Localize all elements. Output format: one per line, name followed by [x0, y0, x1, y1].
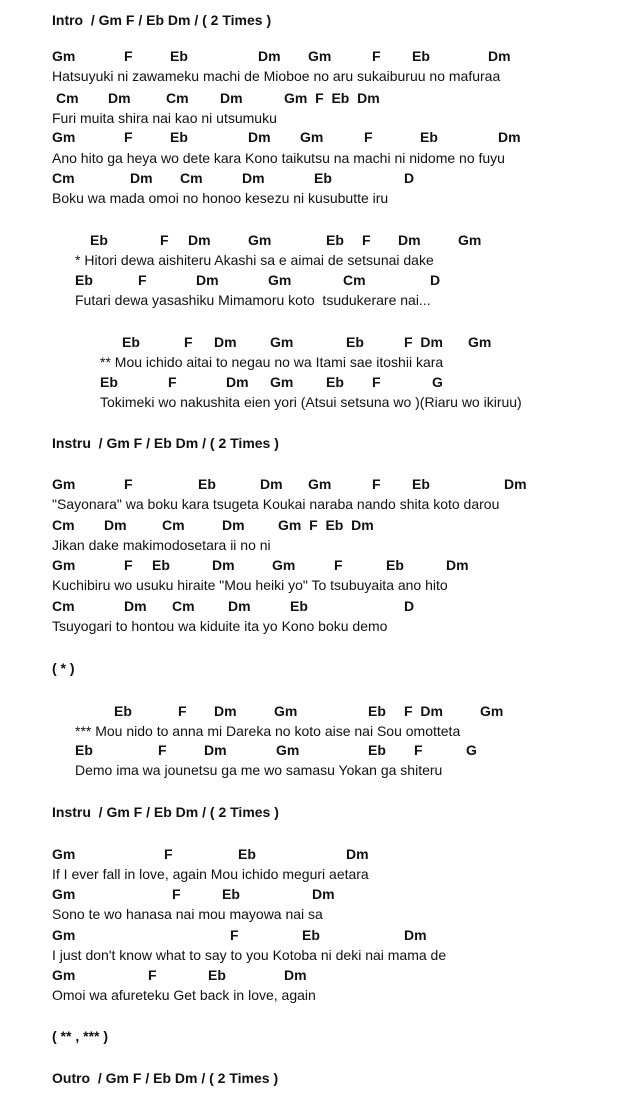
chord: Eb: [314, 170, 332, 186]
chord: Gm: [52, 967, 76, 983]
chord: Dm: [284, 967, 307, 983]
chord: Dm: [398, 232, 421, 248]
chord: Dm: [212, 557, 235, 573]
chord: G: [466, 742, 477, 758]
chord: F: [168, 374, 177, 390]
chord: Cm: [172, 598, 195, 614]
lyric-line: Tsuyogari to hontou wa kiduite ita yo Kono boku demo: [52, 618, 388, 634]
chord: Gm: [458, 232, 482, 248]
chord: Gm: [300, 129, 324, 145]
chord: Eb: [114, 703, 132, 719]
chord: F: [362, 232, 371, 248]
chorus-1-line: * Hitori dewa aishiteru Akashi sa e aimai de setsunai dake: [75, 252, 434, 268]
outro-header: Outro / Gm F / Eb Dm / ( 2 Times ): [52, 1070, 279, 1086]
chord: Dm: [504, 476, 527, 492]
chord: Eb: [208, 967, 226, 983]
chorus-3-line: *** Mou nido to anna mi Dareka no koto aise nai Sou omotteta: [75, 723, 461, 739]
chord: Eb: [326, 374, 344, 390]
chord: Gm: [268, 272, 292, 288]
chord: Cm: [180, 170, 203, 186]
chord: Dm: [228, 598, 251, 614]
chord: F: [124, 557, 133, 573]
chord: Dm: [226, 374, 249, 390]
chord: Dm: [108, 90, 131, 106]
chord: F: [164, 846, 173, 862]
lyric-line: Sono te wo hanasa nai mou mayowa nai sa: [52, 906, 323, 922]
lyric-line: I just don't know what to say to you Kotoba ni deki nai mama de: [52, 947, 447, 963]
chord: Eb: [222, 886, 240, 902]
chord: Dm: [346, 846, 369, 862]
chord: Dm: [104, 517, 127, 533]
lyric-line: Kuchibiru wo usuku hiraite "Mou heiki yo" To tsubuyaita ano hito: [52, 577, 448, 593]
chord: D: [430, 272, 441, 288]
chord: Dm: [404, 927, 427, 943]
instrumental-header: Instru / Gm F / Eb Dm / ( 2 Times ): [52, 435, 279, 451]
chord: Eb: [290, 598, 308, 614]
chord: Gm: [248, 232, 272, 248]
chord: Gm: [272, 557, 296, 573]
chord: Dm: [188, 232, 211, 248]
chord: Eb: [170, 48, 188, 64]
chord: F: [372, 476, 381, 492]
chord: Gm: [52, 48, 76, 64]
chord: F: [138, 272, 147, 288]
chord: Eb: [386, 557, 404, 573]
chord: Gm: [52, 476, 76, 492]
chord: Dm: [124, 598, 147, 614]
chord: F: [172, 886, 181, 902]
chord: Gm: [308, 476, 332, 492]
lyric-line: If I ever fall in love, again Mou ichido meguri aetara: [52, 866, 369, 882]
chord: G: [432, 374, 443, 390]
chorus-3-line: Demo ima wa jounetsu ga me wo samasu Yokan ga shiteru: [75, 762, 443, 778]
lyric-line: Omoi wa afureteku Get back in love, again: [52, 987, 316, 1003]
chord: Eb: [170, 129, 188, 145]
chorus-2-line: Tokimeki wo nakushita eien yori (Atsui setsuna wo )(Riaru wo ikiruu): [100, 394, 522, 410]
lyric-line: Boku wa mada omoi no honoo kesezu ni kusubutte iru: [52, 190, 389, 206]
chord: Gm: [52, 129, 76, 145]
chord: Gm: [274, 703, 298, 719]
chorus-1-line: Futari dewa yasashiku Mimamoru koto tsudukerare nai...: [75, 292, 431, 308]
chord: Eb: [346, 334, 364, 350]
chord: Dm: [260, 476, 283, 492]
chord: Eb: [100, 374, 118, 390]
chord: Eb: [122, 334, 140, 350]
chord: Eb: [412, 476, 430, 492]
chord: Gm F Eb Dm: [284, 90, 380, 106]
chord: Eb: [368, 742, 386, 758]
chorus-2-line: ** Mou ichido aitai to negau no wa Itami sae itoshii kara: [100, 354, 444, 370]
chord: F: [124, 129, 133, 145]
chord: Dm: [312, 886, 335, 902]
chord: Gm: [52, 846, 76, 862]
chord: Gm: [270, 334, 294, 350]
chord: Gm: [480, 703, 504, 719]
lyric-line: Furi muita shira nai kao ni utsumuku: [52, 110, 277, 126]
chord: Eb: [152, 557, 170, 573]
chord: Dm: [214, 334, 237, 350]
chord: Dm: [242, 170, 265, 186]
chord: F: [414, 742, 423, 758]
chorus-reference: ( ** , *** ): [52, 1028, 109, 1044]
chord: Eb: [75, 272, 93, 288]
chord: Cm: [162, 517, 185, 533]
chord: Cm: [56, 90, 79, 106]
chord: Cm: [166, 90, 189, 106]
chord: F: [364, 129, 373, 145]
chord: Gm: [468, 334, 492, 350]
chord: Dm: [222, 517, 245, 533]
chord: F: [372, 374, 381, 390]
chord: Cm: [52, 517, 75, 533]
chorus-reference: ( * ): [52, 660, 75, 676]
chord: Dm: [258, 48, 281, 64]
chord: Eb: [302, 927, 320, 943]
chord: F Dm: [404, 703, 443, 719]
chord: Dm: [214, 703, 237, 719]
chord: Gm: [52, 557, 76, 573]
chord: Dm: [196, 272, 219, 288]
chord: F: [158, 742, 167, 758]
chord: Eb: [75, 742, 93, 758]
chord: Gm F Eb Dm: [278, 517, 374, 533]
chord: F: [230, 927, 239, 943]
chord: Gm: [276, 742, 300, 758]
chord: F: [160, 232, 169, 248]
lyric-line: "Sayonara" wa boku kara tsugeta Koukai naraba nando shita koto darou: [52, 496, 500, 512]
chord: F: [372, 48, 381, 64]
chord: D: [404, 170, 415, 186]
chord: Dm: [488, 48, 511, 64]
chord: Dm: [130, 170, 153, 186]
lyric-line: Jikan dake makimodosetara ii no ni: [52, 537, 271, 553]
chord: Eb: [198, 476, 216, 492]
chord: Eb: [326, 232, 344, 248]
chord: F: [148, 967, 157, 983]
chord: F: [334, 557, 343, 573]
lyric-line: Hatsuyuki ni zawameku machi de Mioboe no aru sukaiburuu no mafuraa: [52, 68, 501, 84]
chord: D: [404, 598, 415, 614]
chord: Gm: [270, 374, 294, 390]
intro-header: Intro / Gm F / Eb Dm / ( 2 Times ): [52, 12, 272, 28]
chord: F Dm: [404, 334, 443, 350]
chord: Dm: [204, 742, 227, 758]
chord: Eb: [238, 846, 256, 862]
chord: Eb: [90, 232, 108, 248]
chord: Eb: [420, 129, 438, 145]
chord: F: [184, 334, 193, 350]
chord: Eb: [412, 48, 430, 64]
chord: Gm: [308, 48, 332, 64]
chord: Dm: [498, 129, 521, 145]
chord: Eb: [368, 703, 386, 719]
chord: Dm: [248, 129, 271, 145]
chord: Dm: [220, 90, 243, 106]
chord: F: [124, 48, 133, 64]
chord: Gm: [52, 927, 76, 943]
chord: Cm: [52, 170, 75, 186]
lyric-line: Ano hito ga heya wo dete kara Kono taikutsu na machi ni nidome no fuyu: [52, 150, 505, 166]
chord: F: [124, 476, 133, 492]
chord: Gm: [52, 886, 76, 902]
chord: F: [178, 703, 187, 719]
instrumental-header: Instru / Gm F / Eb Dm / ( 2 Times ): [52, 804, 279, 820]
chord: Cm: [343, 272, 366, 288]
chord: Dm: [446, 557, 469, 573]
chord: Cm: [52, 598, 75, 614]
